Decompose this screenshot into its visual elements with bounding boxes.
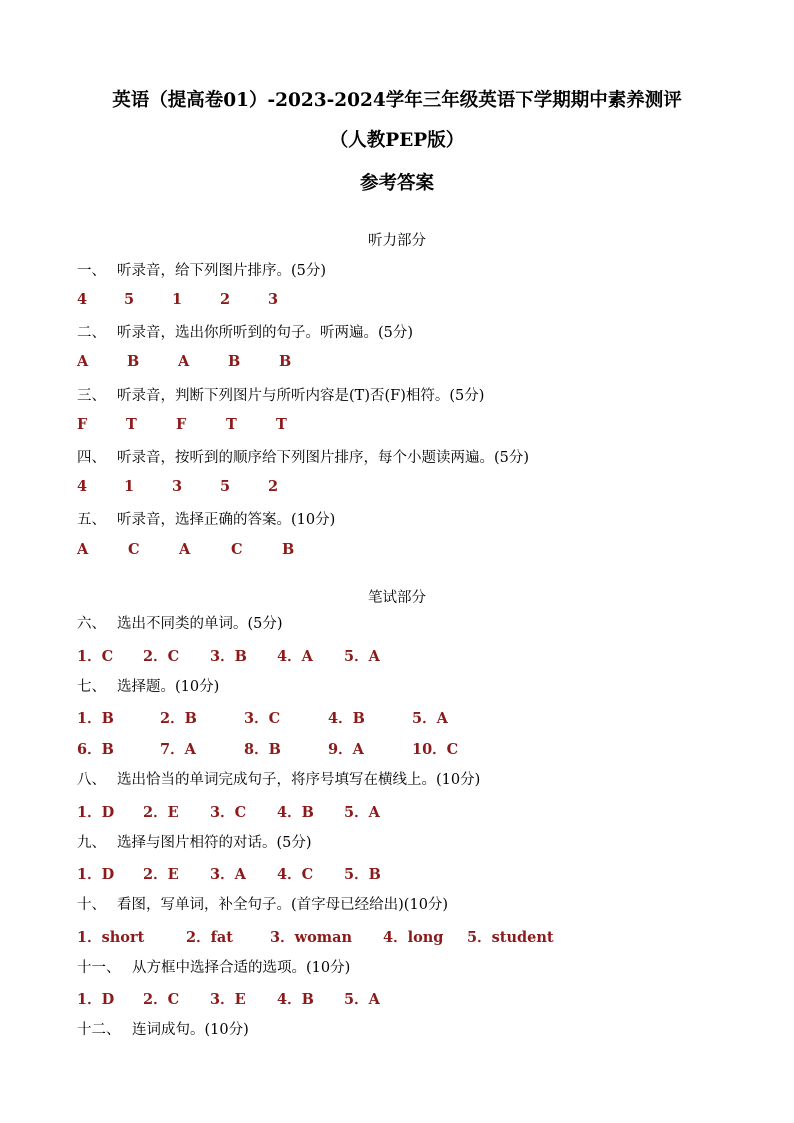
answer-key-heading: 参考答案 bbox=[359, 173, 434, 194]
answer-item: 3．C bbox=[210, 804, 247, 821]
question-number: 六、 bbox=[77, 616, 106, 632]
answer-item: 5 bbox=[124, 291, 135, 308]
answer-item: F bbox=[77, 416, 88, 433]
answer-item: 3．E bbox=[210, 991, 246, 1008]
answer-item: 1 bbox=[172, 291, 183, 308]
answer-item: 2．B bbox=[160, 710, 197, 727]
answer-item: 4．B bbox=[328, 710, 365, 727]
question-heading bbox=[77, 893, 448, 914]
answer-item: 2．E bbox=[143, 804, 179, 821]
question-number: 三、 bbox=[77, 388, 106, 404]
answer-item: 1．short bbox=[77, 929, 145, 946]
question-heading bbox=[77, 612, 283, 633]
answer-item: 8．B bbox=[244, 741, 281, 758]
question-text: 选择题。(10分) bbox=[117, 679, 220, 695]
answer-item: 5．A bbox=[344, 804, 380, 821]
answer-item: B bbox=[282, 541, 295, 558]
question-heading bbox=[77, 675, 219, 696]
answer-item: A bbox=[77, 541, 89, 558]
answer-item: 5．A bbox=[344, 648, 380, 665]
answer-item: B bbox=[127, 353, 140, 370]
question-text: 听录音，选出你所听到的句子。听两遍。(5分) bbox=[117, 325, 414, 341]
answer-item: T bbox=[276, 416, 287, 433]
answer-item: 3 bbox=[268, 291, 279, 308]
answer-item: A bbox=[178, 353, 190, 370]
answer-item: 10．C bbox=[412, 741, 459, 758]
answer-item: 4．B bbox=[277, 991, 314, 1008]
question-text: 连词成句。(10分) bbox=[132, 1022, 249, 1038]
answer-item: 9．A bbox=[328, 741, 364, 758]
listening-section-heading: 听力部分 bbox=[368, 233, 426, 249]
question-heading bbox=[77, 259, 326, 280]
question-text: 从方框中选择合适的选项。(10分) bbox=[132, 960, 351, 976]
answer-item: 4．A bbox=[277, 648, 313, 665]
question-heading bbox=[77, 768, 480, 789]
answer-item: 1．C bbox=[77, 648, 114, 665]
answer-item: 5．A bbox=[344, 991, 380, 1008]
question-text: 选出恰当的单词完成句子，将序号填写在横线上。(10分) bbox=[117, 772, 481, 788]
answer-item: 1．D bbox=[77, 991, 115, 1008]
answer-item: A bbox=[77, 353, 89, 370]
question-number: 一、 bbox=[77, 263, 106, 279]
question-number: 四、 bbox=[77, 450, 106, 466]
question-number: 十一、 bbox=[77, 960, 121, 976]
question-text: 选择与图片相符的对话。(5分) bbox=[117, 835, 312, 851]
answer-item: T bbox=[226, 416, 237, 433]
answer-item: 4 bbox=[77, 291, 88, 308]
written-section-heading: 笔试部分 bbox=[368, 590, 426, 606]
document-title: 英语（提高卷01）-2023-2024学年三年级英语下学期期中素养测评 bbox=[112, 90, 682, 111]
answer-item: 4．long bbox=[383, 929, 444, 946]
question-text: 看图，写单词，补全句子。(首字母已经给出)(10分) bbox=[117, 897, 449, 913]
question-heading bbox=[77, 956, 350, 977]
question-number: 九、 bbox=[77, 835, 106, 851]
question-text: 听录音，选择正确的答案。(10分) bbox=[117, 512, 336, 528]
answer-item: C bbox=[231, 541, 243, 558]
question-heading bbox=[77, 446, 529, 467]
answer-item: C bbox=[128, 541, 140, 558]
answer-item: 2．C bbox=[143, 648, 180, 665]
answer-item: 5．B bbox=[344, 866, 381, 883]
answer-item: 1．B bbox=[77, 710, 114, 727]
answer-item: 5 bbox=[220, 478, 231, 495]
answer-item: 2 bbox=[220, 291, 231, 308]
answer-item: 1．D bbox=[77, 804, 115, 821]
answer-item: 3．A bbox=[210, 866, 246, 883]
answer-item: 6．B bbox=[77, 741, 114, 758]
question-text: 选出不同类的单词。(5分) bbox=[117, 616, 283, 632]
answer-item: 7．A bbox=[160, 741, 196, 758]
answer-item: 1 bbox=[124, 478, 135, 495]
question-heading bbox=[77, 508, 335, 529]
answer-item: B bbox=[279, 353, 292, 370]
question-number: 八、 bbox=[77, 772, 106, 788]
answer-item: 4．C bbox=[277, 866, 314, 883]
answer-item: A bbox=[179, 541, 191, 558]
question-number: 七、 bbox=[77, 679, 106, 695]
question-heading bbox=[77, 831, 312, 852]
answer-item: 2．E bbox=[143, 866, 179, 883]
answer-item: 4．B bbox=[277, 804, 314, 821]
answer-item: F bbox=[176, 416, 187, 433]
answer-item: 3 bbox=[172, 478, 183, 495]
answer-item: 2．C bbox=[143, 991, 180, 1008]
question-heading bbox=[77, 321, 413, 342]
answer-item: 4 bbox=[77, 478, 88, 495]
answer-item: 3．woman bbox=[270, 929, 353, 946]
question-text: 听录音，判断下列图片与所听内容是(T)否(F)相符。(5分) bbox=[117, 388, 485, 404]
answer-item: 3．C bbox=[244, 710, 281, 727]
answer-item: 3．B bbox=[210, 648, 247, 665]
answer-item: 2．fat bbox=[186, 929, 233, 946]
question-number: 二、 bbox=[77, 325, 106, 341]
answer-item: 5．student bbox=[467, 929, 554, 946]
answer-item: T bbox=[126, 416, 137, 433]
question-text: 听录音，按听到的顺序给下列图片排序，每个小题读两遍。(5分) bbox=[117, 450, 530, 466]
question-number: 五、 bbox=[77, 512, 106, 528]
question-heading bbox=[77, 384, 484, 405]
answer-item: 2 bbox=[268, 478, 279, 495]
answer-item: 1．D bbox=[77, 866, 115, 883]
document-subtitle: （人教PEP版） bbox=[329, 130, 465, 151]
answer-item: B bbox=[228, 353, 241, 370]
question-number: 十二、 bbox=[77, 1022, 121, 1038]
question-text: 听录音，给下列图片排序。(5分) bbox=[117, 263, 327, 279]
answer-item: 5．A bbox=[412, 710, 448, 727]
question-heading bbox=[77, 1018, 249, 1039]
question-number: 十、 bbox=[77, 897, 106, 913]
